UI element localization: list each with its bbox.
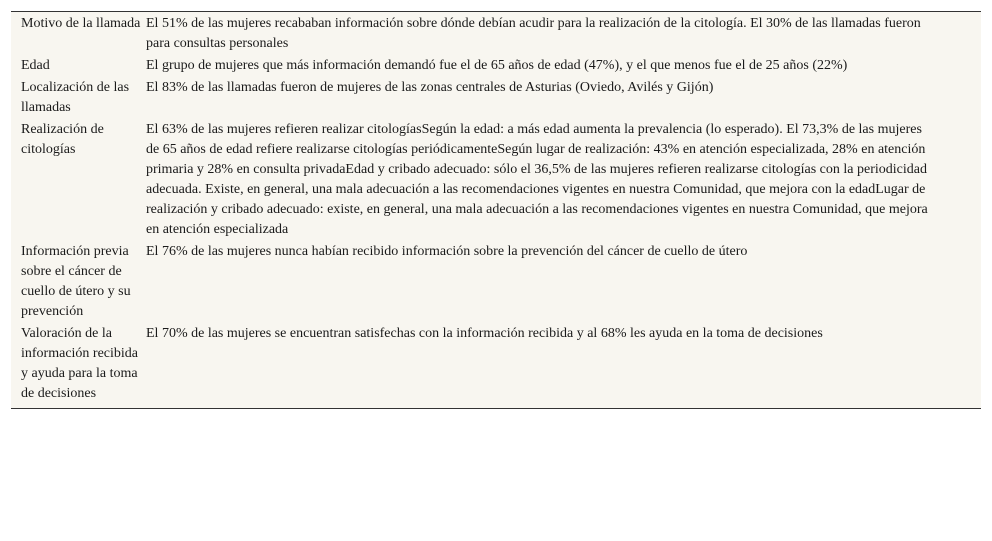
row-value: El grupo de mujeres que más información demandó fue el de 65 años de edad (47%), y el que menos fue el de 25 años (22%) (146, 58, 848, 73)
table-row (11, 241, 981, 323)
row-value: El 70% de las mujeres se encuentran satisfechas con la información recibida y al 68% les ayuda en la toma de decisiones (146, 326, 823, 341)
table-row (11, 119, 981, 241)
row-value: El 51% de las mujeres recababan información sobre dónde debían acudir para la realización de la citología. El 30% de las llamadas fueron para consultas personales (146, 16, 921, 51)
table-row (11, 323, 981, 408)
results-table (11, 11, 981, 409)
results-table-grid (11, 12, 981, 408)
row-label: Edad (21, 58, 50, 73)
row-label: Información previa sobre el cáncer de cuello de útero y su prevención (21, 244, 131, 319)
row-label: Realización de citologías (21, 122, 104, 157)
table-row (11, 12, 981, 55)
row-label: Valoración de la información recibida y ayuda para la toma de decisiones (21, 326, 139, 401)
row-value: El 83% de las llamadas fueron de mujeres de las zonas centrales de Asturias (Oviedo, Avilés y Gijón) (146, 80, 714, 95)
row-label: Localización de las llamadas (21, 80, 130, 115)
row-label: Motivo de la llamada (21, 16, 141, 31)
table-row (11, 77, 981, 119)
row-value: El 63% de las mujeres refieren realizar citologíasSegún la edad: a más edad aumenta la prevalencia (lo esperado). El 73,3% de las mujeres de 65 años de edad refiere realizarse citologías periódicamenteSegún lugar de realización: 43% en atención especializada, 28% en atención primaria y 28% en consulta privadaEdad y cribado adecuado: sólo el 36,5% de las mujeres refieren realizarse citologías con la periodicidad adecuada. Existe, en general, una mala adecuación a las recomendaciones vigentes en nuestra Comunidad, que mejora con la edadLugar de realización y cribado adecuado: existe, en general, una mala adecuación a las recomendaciones vigentes en nuestra Comunidad, que mejora en atención especializada (146, 122, 928, 237)
row-value: El 76% de las mujeres nunca habían recibido información sobre la prevención del cáncer de cuello de útero (146, 244, 748, 259)
table-row (11, 55, 981, 77)
